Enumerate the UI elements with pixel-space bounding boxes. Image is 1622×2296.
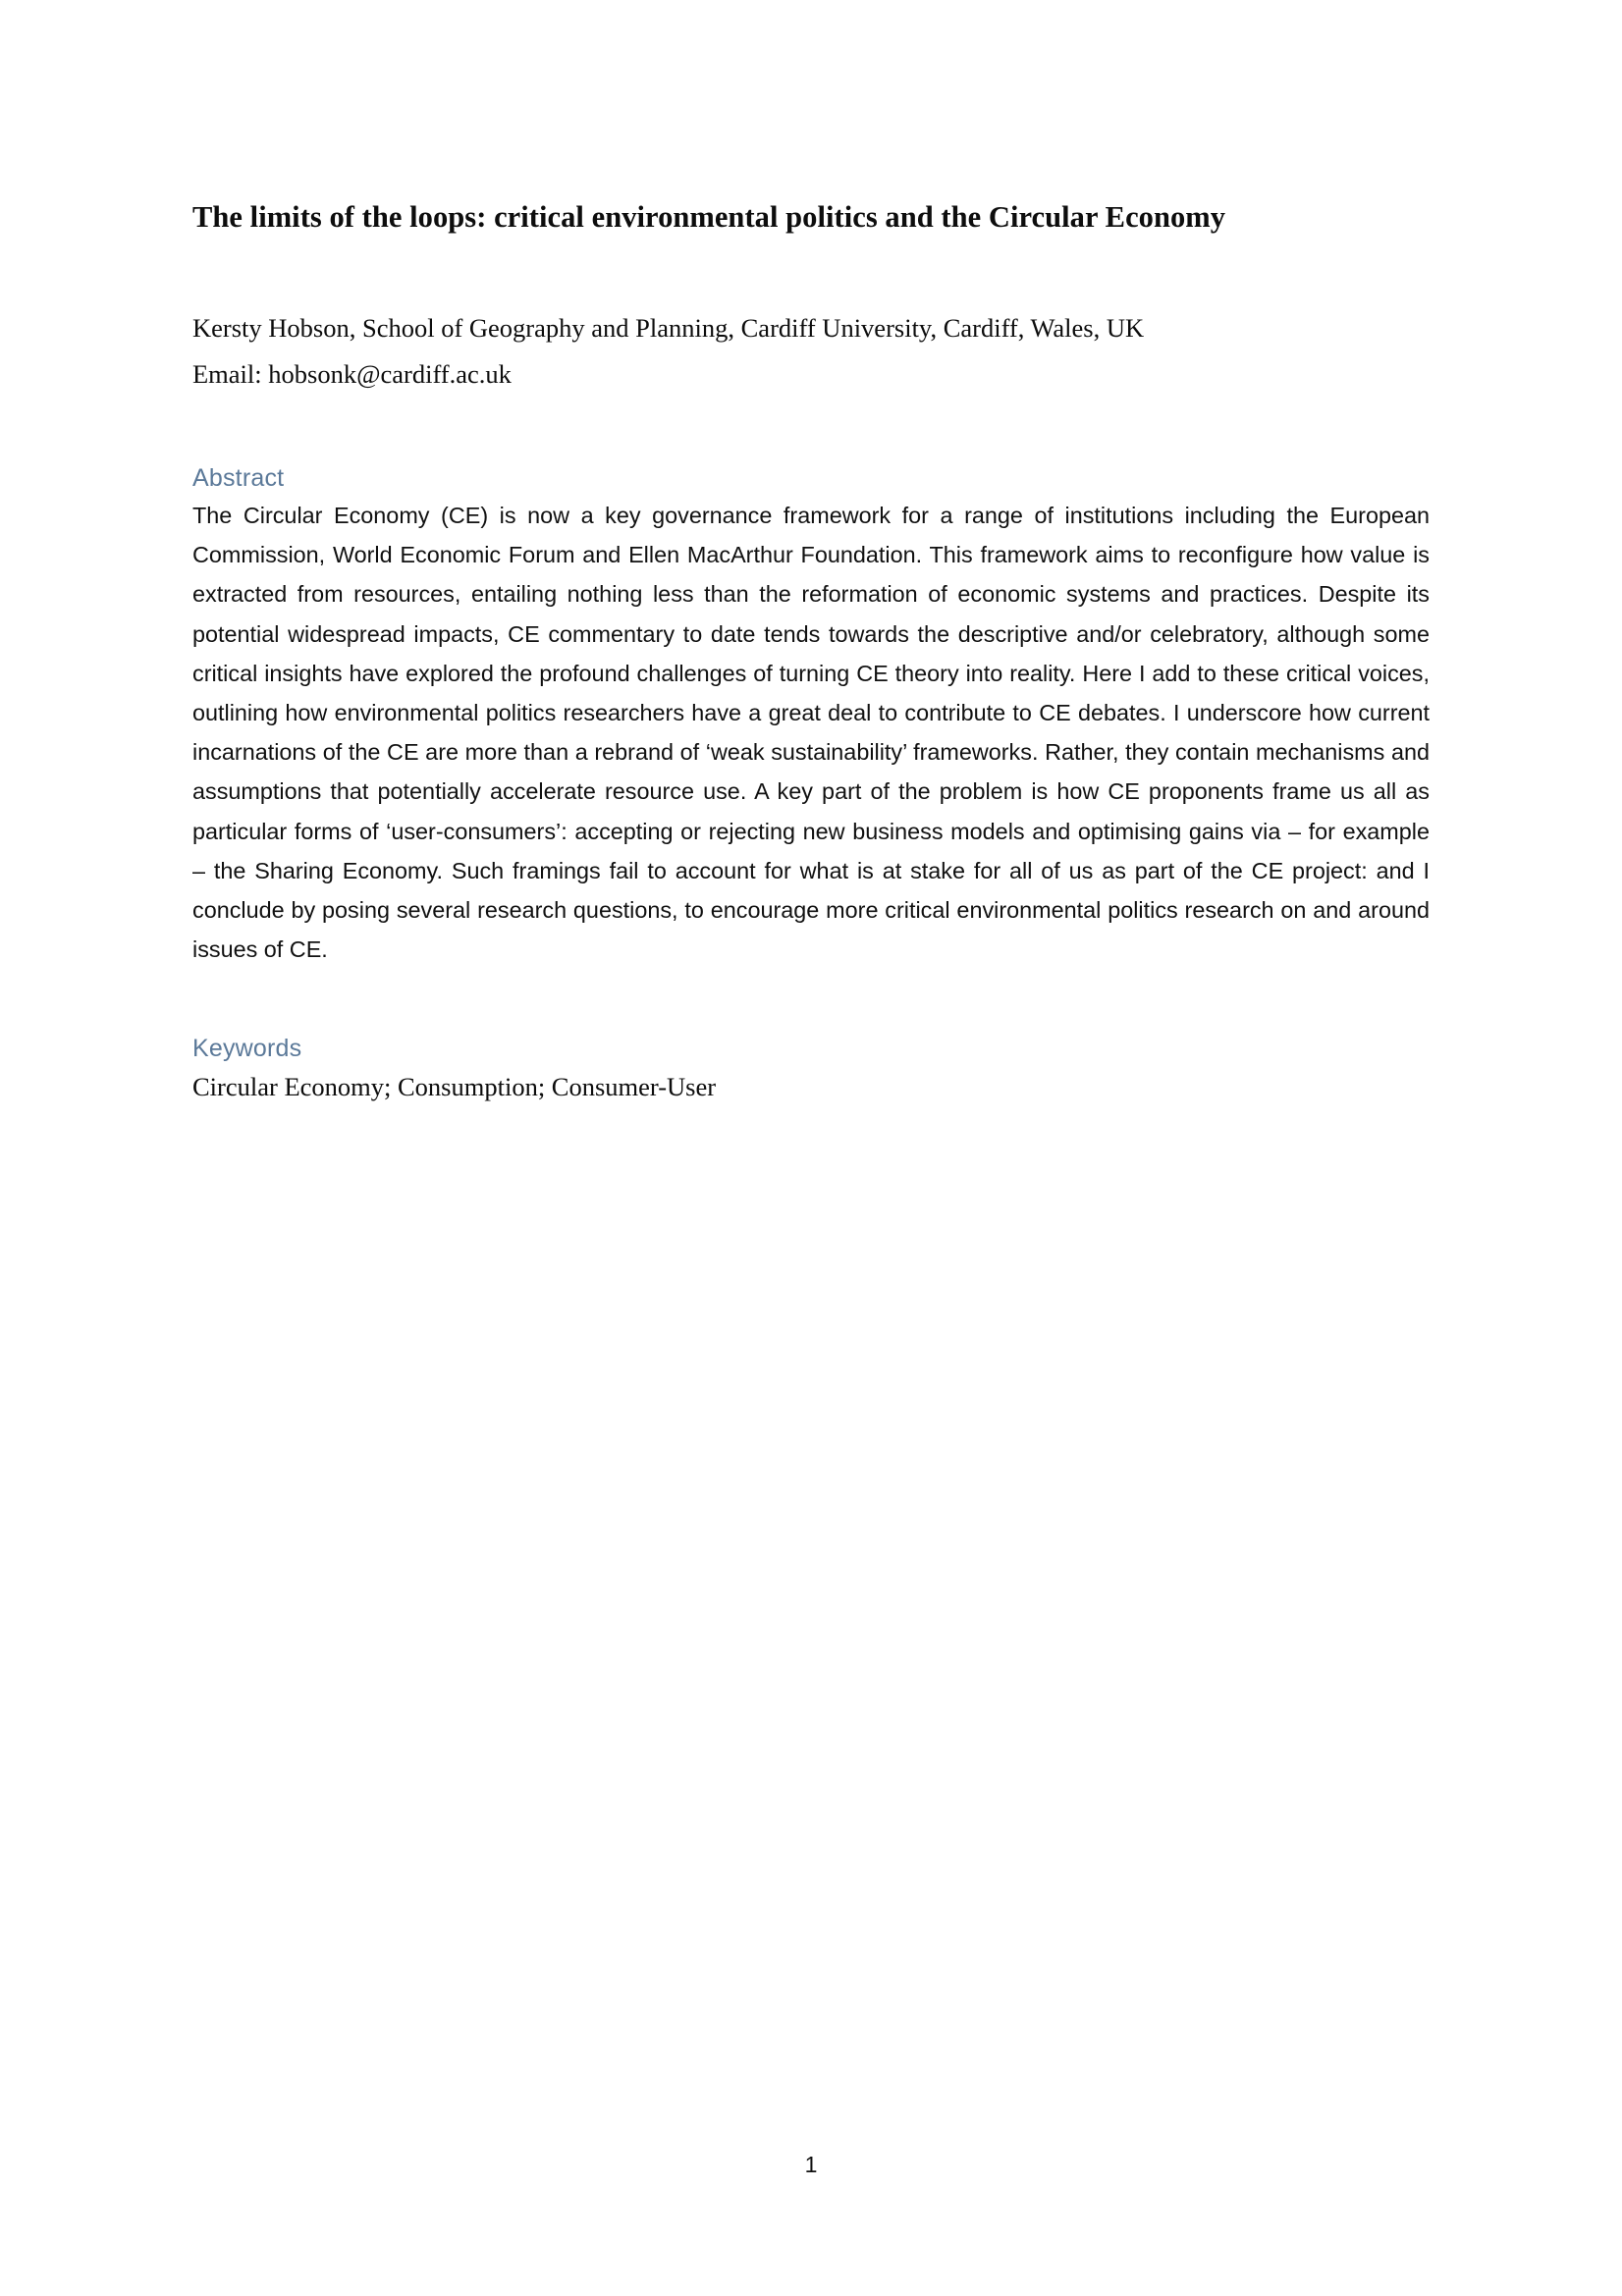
page-content (192, 0, 1430, 1106)
author-affiliation: Kersty Hobson, School of Geography and Planning, Cardiff University, Cardiff, Wales, UK (192, 313, 1145, 343)
author-email: Email: hobsonk@cardiff.ac.uk (192, 359, 512, 389)
abstract-heading: Abstract (192, 464, 285, 492)
keywords-heading: Keywords (192, 1035, 302, 1063)
keywords-body: Circular Economy; Consumption; Consumer-User (192, 1072, 717, 1102)
page-number: 1 (804, 2152, 818, 2177)
abstract-body: The Circular Economy (CE) is now a key governance framework for a range of institutions including the European Commission, World Economic Forum and Ellen MacArthur Foundation. This framework aims to reconfigure how value is extracted from resources, entailing nothing less than the reformation of economic systems and practices. Despite its potential widespread impacts, CE commentary to date tends towards the descriptive and/or celebratory, although some critical insights have explored the profound challenges of turning CE theory into reality. Here I add to these critical voices, outlining how environmental politics researchers have a great deal to contribute to CE debates. I underscore how current incarnations of the CE are more than a rebrand of ‘weak sustainability’ frameworks. Rather, they contain mechanisms and assumptions that potentially accelerate resource use. A key part of the problem is how CE proponents frame us all as particular forms of ‘user-consumers’: accepting or rejecting new business models and optimising gains via – for example – the Sharing Economy. Such framings fail to account for what is at stake for all of us as part of the CE project: and I conclude by posing several research questions, to encourage more critical environmental politics research on and around issues of CE. (192, 503, 1430, 963)
author-block (192, 305, 1430, 398)
page-title: The limits of the loops: critical environmental politics and the Circular Economy (192, 200, 1226, 234)
abstract-section (192, 463, 1430, 969)
keywords-section (192, 1034, 1430, 1106)
